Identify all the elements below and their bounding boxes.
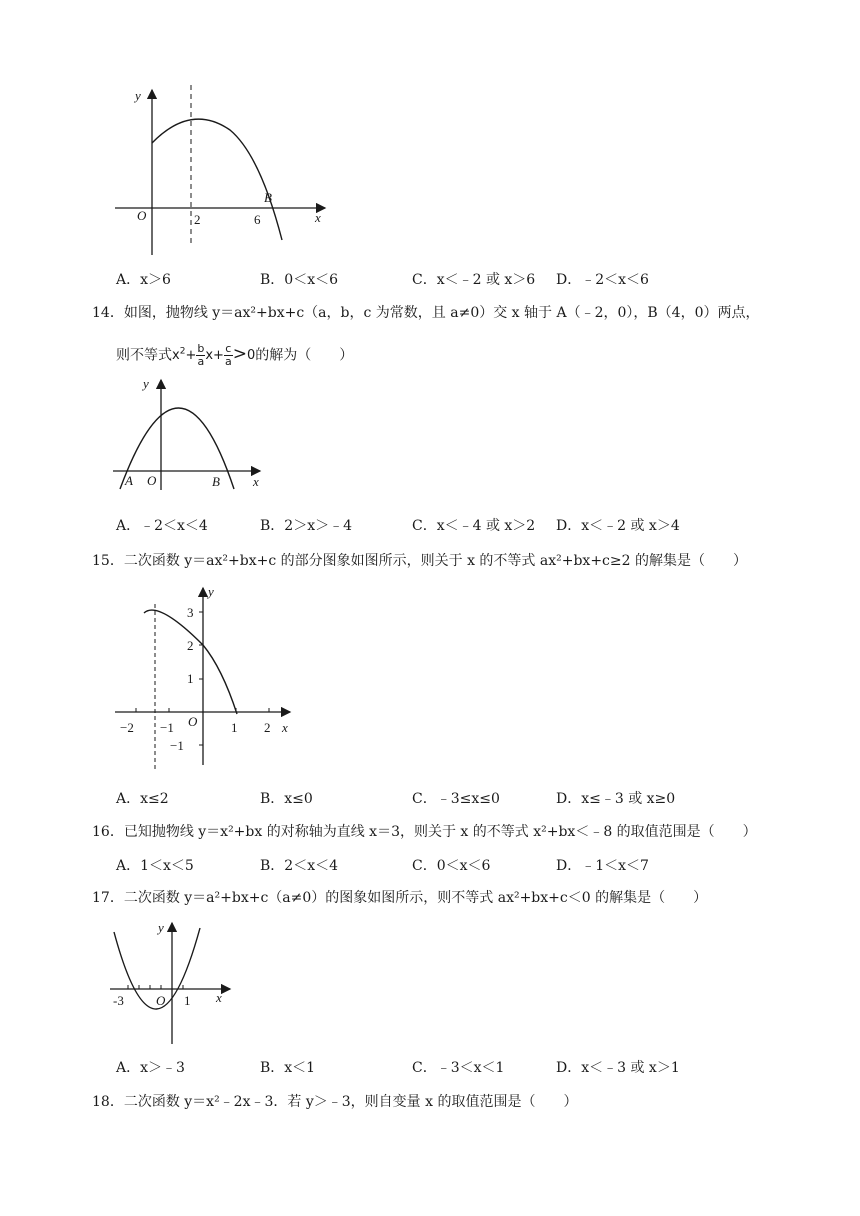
q14-option-d[interactable]: D．x＜﹣2 或 x＞4 (556, 518, 680, 534)
q15-label-m2: −2 (120, 720, 134, 735)
q13-option-d[interactable]: D．﹣2＜x＜6 (556, 272, 649, 288)
q14-fraction-b-a (196, 343, 205, 368)
q13-label-b: B (264, 190, 272, 205)
q15-option-c[interactable]: C．﹣3≤x≤0 (412, 791, 500, 807)
q15-option-b[interactable]: B．x≤0 (260, 791, 313, 807)
q14-label-a: A (125, 473, 133, 488)
q15-label-y: y (208, 584, 214, 599)
q17-option-a[interactable]: A．x＞﹣3 (116, 1060, 185, 1076)
q14-stem-pre: 则不等式 (116, 347, 172, 364)
q14-frac-c: c (225, 342, 232, 356)
q17-stem: 17．二次函数 y＝a²+bx+c（a≠0）的图象如图所示，则不等式 ax²+bx+c＜0 的解集是（ ） (92, 890, 708, 906)
q14-frac-a2: a (224, 355, 232, 369)
q14-fraction-c-a (224, 343, 233, 368)
q15-label-3: 3 (187, 605, 194, 620)
q14-label-y: y (143, 376, 149, 391)
q13-parabola (152, 119, 282, 240)
q17-option-c[interactable]: C．﹣3＜x＜1 (412, 1060, 505, 1076)
q14-option-c[interactable]: C．x＜﹣4 或 x＞2 (412, 518, 536, 534)
q15-option-a[interactable]: A．x≤2 (116, 791, 169, 807)
q15-label-o: O (188, 714, 198, 729)
q13-graph (110, 80, 340, 265)
q14-label-x: x (253, 474, 259, 489)
q14-option-a[interactable]: A．﹣2＜x＜4 (116, 518, 208, 534)
q14-ineq-plus1: + (185, 348, 197, 364)
q14-inequality-image (172, 342, 256, 369)
q17-label-m3: -3 (113, 993, 124, 1008)
q13-option-b[interactable]: B．0＜x＜6 (260, 272, 338, 288)
q16-option-b[interactable]: B．2＜x＜4 (260, 858, 338, 874)
q15-parabola (144, 610, 237, 714)
q14-graph (110, 372, 270, 497)
q13-label-2: 2 (194, 212, 201, 227)
q14-ineq-plus2: + (213, 348, 224, 364)
q17-option-b[interactable]: B．x＜1 (260, 1060, 316, 1076)
q17-option-d[interactable]: D．x＜﹣3 或 x＞1 (556, 1060, 680, 1076)
q13-label-x: x (315, 210, 321, 225)
q17-label-x: x (216, 990, 222, 1005)
q17-label-y: y (158, 920, 164, 935)
q15-stem: 15．二次函数 y＝ax²+bx+c 的部分图象如图所示，则关于 x 的不等式 ax²+bx+c≥2 的解集是（ ） (92, 553, 747, 569)
q15-label-ym1: −1 (170, 738, 184, 753)
q14-frac-b: b (197, 342, 205, 356)
q15-label-m1: −1 (160, 720, 174, 735)
q14-stem-line1: 14．如图，抛物线 y＝ax²+bx+c（a，b，c 为常数，且 a≠0）交 x 轴于 A（﹣2，0），B（4，0）两点， (92, 305, 760, 321)
q15-label-2: 2 (187, 638, 194, 653)
q14-ineq-zero: 0 (246, 348, 256, 364)
q15-label-p2: 2 (264, 720, 271, 735)
q14-option-b[interactable]: B．2＞x＞﹣4 (260, 518, 352, 534)
q14-ineq-x2: x (205, 348, 214, 364)
q13-option-c[interactable]: C．x＜﹣2 或 x＞6 (412, 272, 536, 288)
q18-stem: 18．二次函数 y＝x²﹣2x﹣3．若 y＞﹣3，则自变量 x 的取值范围是（ ） (92, 1094, 578, 1110)
q17-label-o: O (156, 993, 166, 1008)
q14-stem-line2 (116, 334, 353, 370)
q14-label-b: B (212, 474, 220, 489)
q14-frac-a1: a (197, 355, 205, 369)
q15-option-d[interactable]: D．x≤﹣3 或 x≥0 (556, 791, 676, 807)
q13-label-o: O (137, 208, 147, 223)
q17-graph (108, 918, 238, 1048)
q15-label-1: 1 (187, 671, 194, 686)
q13-label-6: 6 (254, 212, 261, 227)
q13-label-y: y (135, 88, 141, 103)
q13-option-a[interactable]: A．x＞6 (116, 272, 171, 288)
q15-graph (110, 582, 300, 774)
q14-stem-post: 的解为（ ） (255, 347, 354, 364)
q17-label-1: 1 (184, 993, 191, 1008)
q16-option-a[interactable]: A．1＜x＜5 (116, 858, 194, 874)
q14-ineq-gt: > (232, 344, 247, 365)
q16-option-c[interactable]: C．0＜x＜6 (412, 858, 491, 874)
q14-ineq-x: x (172, 348, 180, 364)
q14-ineq-exp: 2 (179, 347, 186, 357)
q15-label-x: x (282, 720, 288, 735)
q14-label-o: O (147, 473, 157, 488)
q16-option-d[interactable]: D．﹣1＜x＜7 (556, 858, 649, 874)
q16-stem: 16．已知抛物线 y＝x²+bx 的对称轴为直线 x＝3，则关于 x 的不等式 x²+bx＜﹣8 的取值范围是（ ） (92, 824, 757, 840)
q15-label-p1: 1 (231, 720, 238, 735)
